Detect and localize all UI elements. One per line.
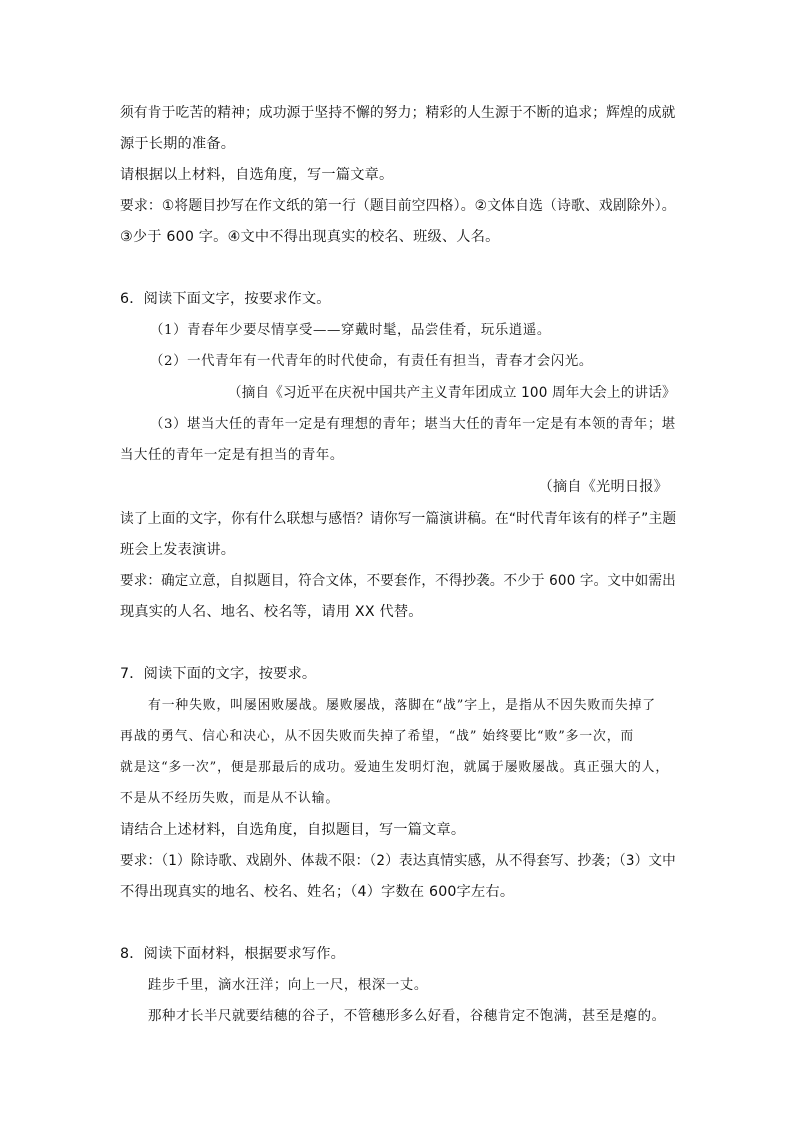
material-item: 当大任的青年一定是有担当的青年。 bbox=[120, 448, 344, 463]
question-8-title: 8．阅读下面材料，根据要求写作。 bbox=[120, 946, 346, 962]
material-line: 那种才长半尺就要结穗的谷子，不管穗形多么好看，谷穗肯定不饱满，甚至是瘪的。 bbox=[148, 1009, 666, 1024]
requirements-line: 不得出现真实的地名、校名、姓名；（4）字数在 600字左右。 bbox=[120, 884, 515, 900]
task-instruction: 请结合上述材料，自选角度，自拟题目，写一篇文章。 bbox=[120, 822, 466, 838]
question-6-title: 6．阅读下面文字，按要求作文。 bbox=[120, 291, 331, 307]
question-7-title: 7．阅读下面的文字，按要求。 bbox=[120, 666, 317, 682]
requirements-line: 要求：（1）除诗歌、戏剧外、体裁不限：（2）表达真情实感，从不得套写、抄袭；（3）文中 bbox=[120, 853, 676, 869]
paragraph-line: 源于长期的准备。 bbox=[120, 136, 236, 152]
requirements-line: ③少于 600 字。④文中不得出现真实的校名、班级、人名。 bbox=[120, 229, 500, 245]
paragraph-line: 须有肯于吃苦的精神；成功源于坚持不懈的努力；精彩的人生源于不断的追求；辉煌的成就 bbox=[120, 105, 676, 121]
material-item: （2）一代青年有一代青年的时代使命，有责任有担当，青春才会闪光。 bbox=[150, 354, 593, 369]
material-line: 再战的勇气、信心和决心，从不因失败而失掉了希望，“战” 始终要比“败”多一次，而 bbox=[120, 729, 635, 744]
material-line: 就是这“多一次”，便是那最后的成功。爱迪生发明灯泡，就属于屡败屡战。真正强大的人， bbox=[120, 760, 670, 775]
source-citation: （摘自《习近平在庆祝中国共产主义青年团成立 100 周年大会上的讲话》 bbox=[228, 385, 676, 401]
prompt-line: 班会上发表演讲。 bbox=[120, 542, 236, 558]
material-line: 跬步千里，滴水汪洋；向上一尺，根深一丈。 bbox=[148, 978, 428, 993]
material-item: （3）堪当大任的青年一定是有理想的青年；堪当大任的青年一定是有本领的青年；堪 bbox=[150, 417, 676, 432]
requirements-line: 要求：①将题目抄写在作文纸的第一行（题目前空四格）。②文体自选（诗歌、戏剧除外）。 bbox=[120, 198, 676, 214]
material-line: 有一种失败，叫屡困败屡战。屡败屡战，落脚在“战”字上，是指从不因失败而失掉了 bbox=[148, 698, 656, 713]
requirements-line: 现真实的人名、地名、校名等，请用 XX 代替。 bbox=[120, 604, 423, 620]
requirements-line: 要求：确定立意，自拟题目，符合文体，不要套作，不得抄袭。不少于 600 字。文中如需出 bbox=[120, 573, 676, 589]
task-instruction: 请根据以上材料，自选角度，写一篇文章。 bbox=[120, 167, 394, 183]
material-item: （1）青春年少要尽情享受——穿戴时髦，品尝佳肴，玩乐逍遥。 bbox=[150, 323, 551, 338]
source-citation: （摘自《光明日报》 bbox=[538, 479, 668, 495]
prompt-line: 读了上面的文字，你有什么联想与感悟？请你写一篇演讲稿。在“时代青年该有的样子”主题 bbox=[120, 511, 677, 527]
material-line: 不是从不经历失败，而是从不认输。 bbox=[120, 791, 340, 806]
